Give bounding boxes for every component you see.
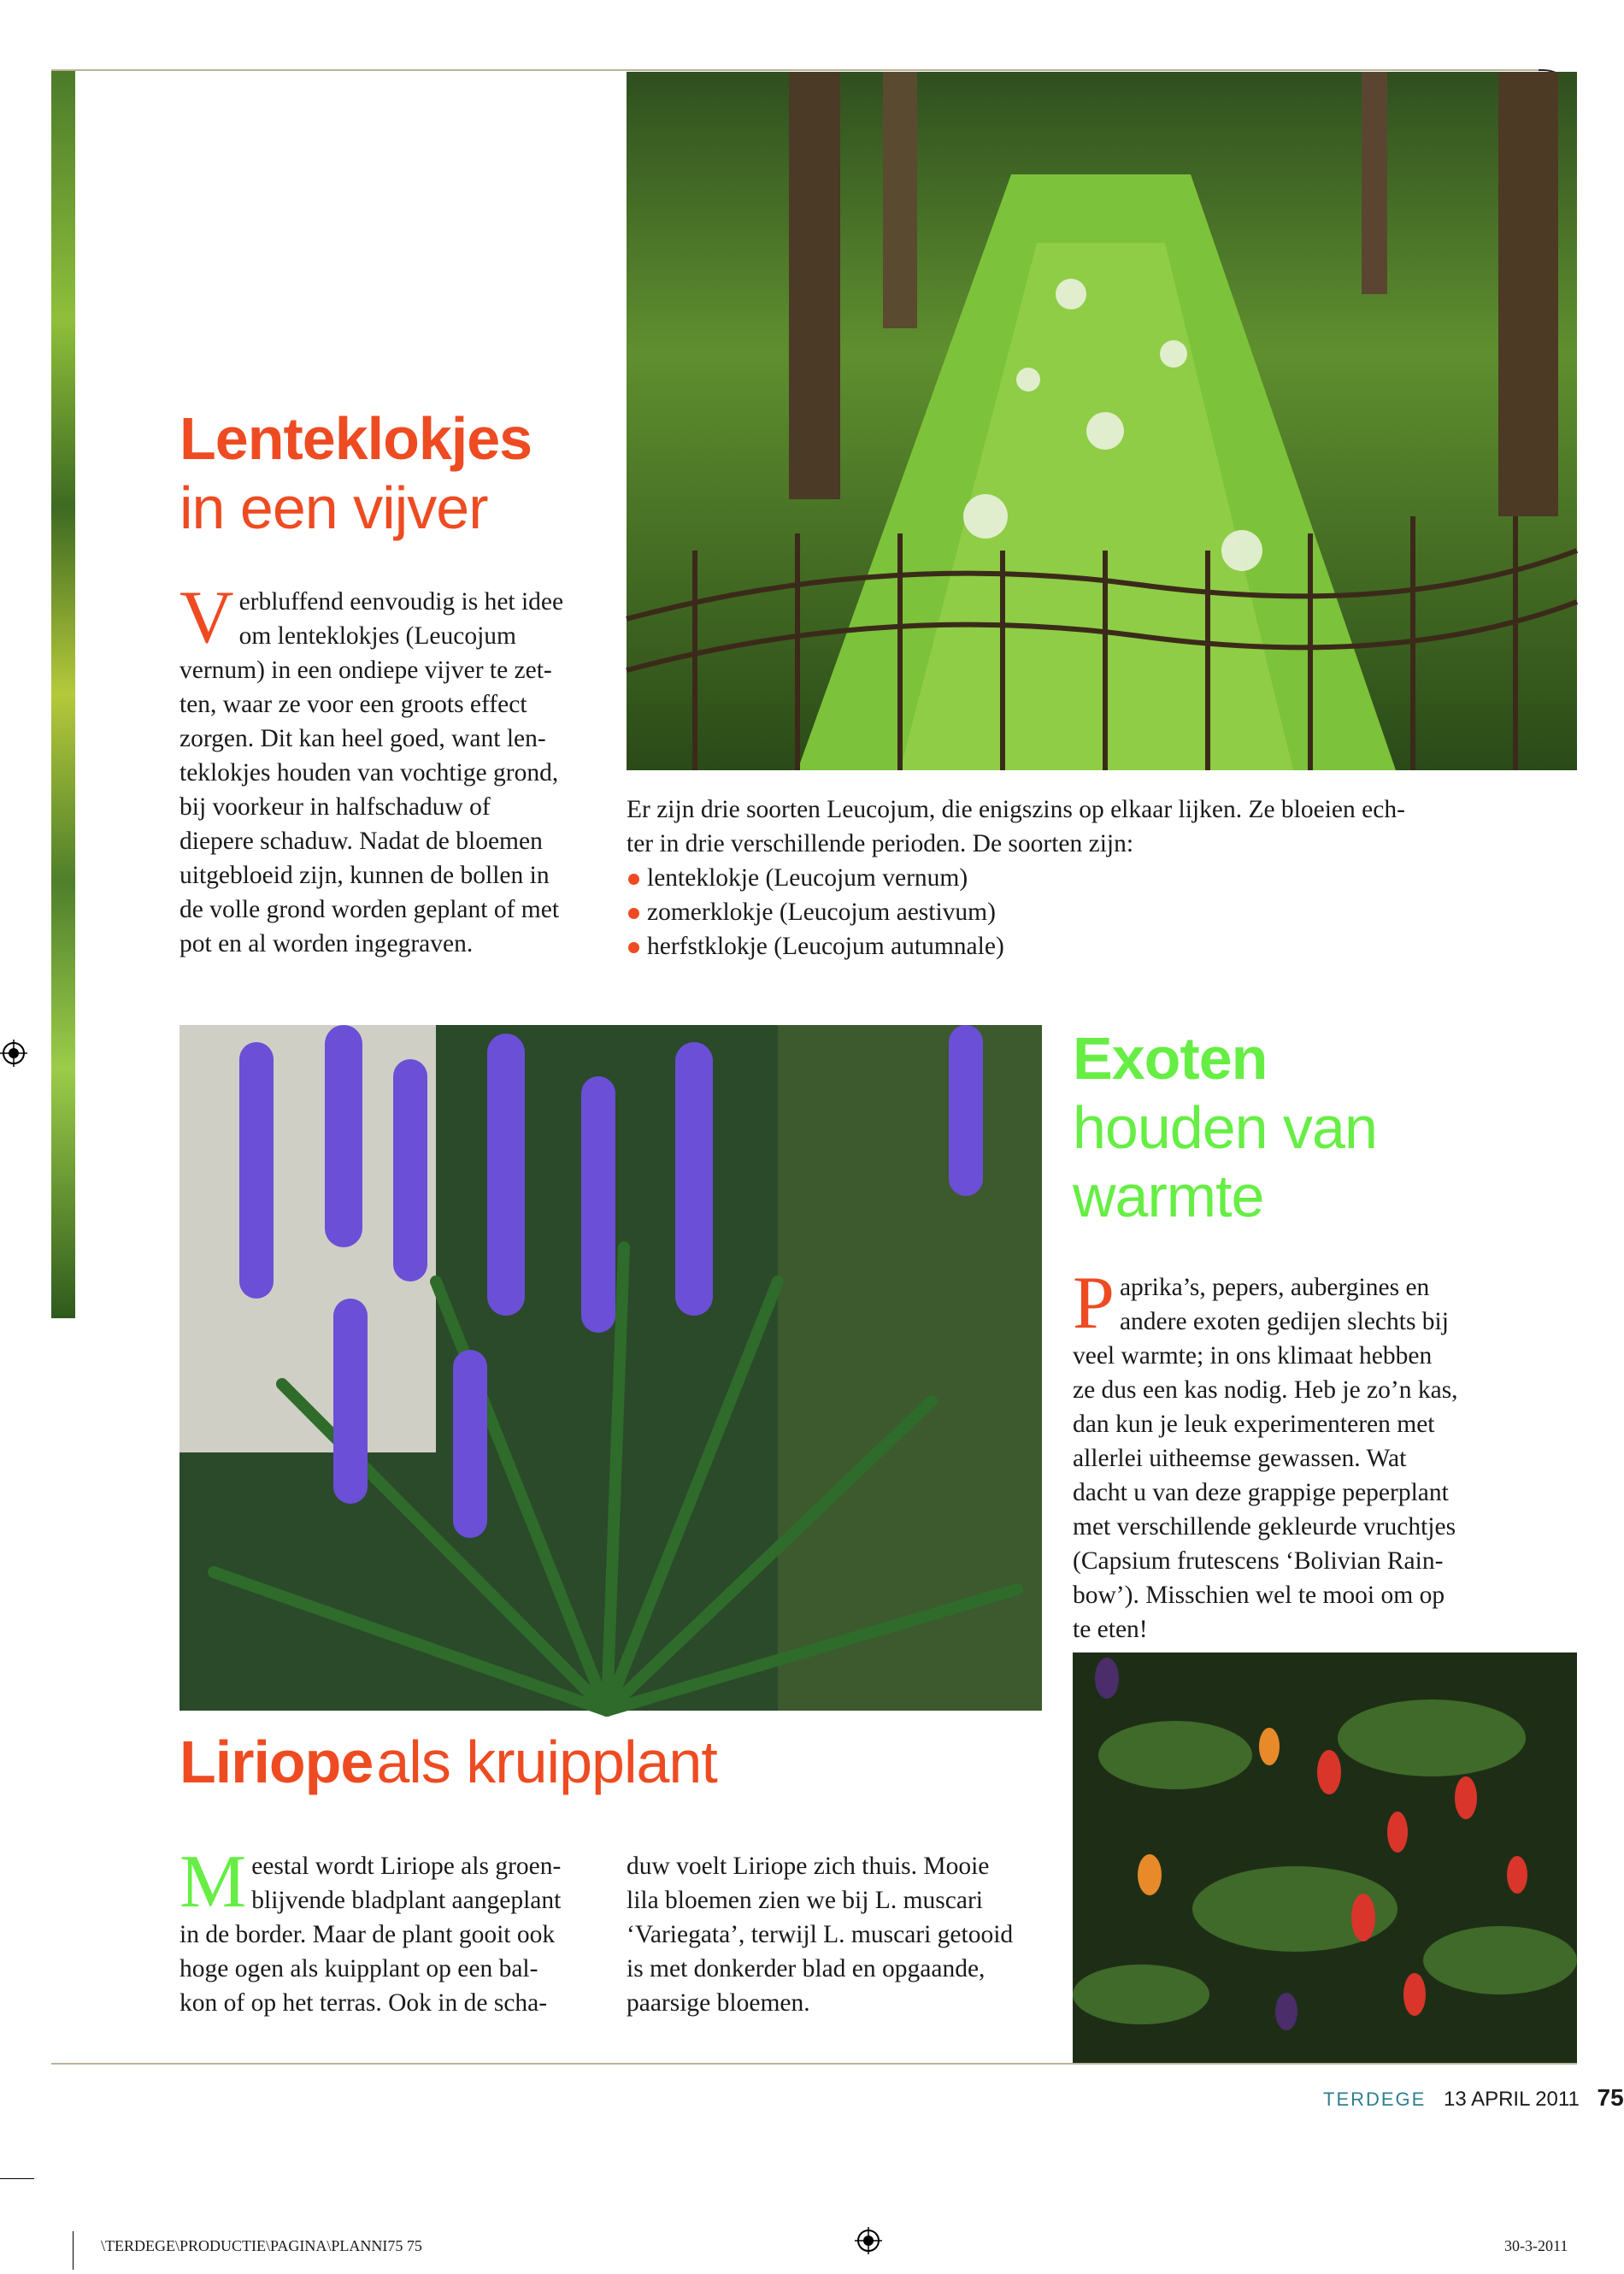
list-item: zomerklokje (Leucojum aestivum) (627, 895, 1567, 929)
section1-line: vernum) in een ondiepe vijver te zet- (179, 657, 552, 684)
section2-title-bold: Exoten (1073, 1025, 1268, 1092)
list-item: lenteklokje (Leucojum vernum) (627, 861, 1567, 895)
registration-mark-icon (0, 1040, 27, 1067)
section2-line: te eten! (1073, 1616, 1148, 1643)
section1-title-bold: Lenteklokjes (179, 405, 533, 472)
registration-mark-icon (855, 2227, 882, 2254)
section1-line: zorgen. Dit kan heel goed, want len- (179, 725, 546, 752)
caption-line: Er zijn drie soorten Leucojum, die enigszins op elkaar lijken. Ze bloeien ech- (627, 796, 1405, 823)
list-item: herfstklokje (Leucojum autumnale) (627, 929, 1567, 963)
leucojum-list (627, 861, 1567, 963)
section3-col1 (179, 1841, 603, 2020)
section3-title (179, 1729, 717, 1795)
crop-mark (73, 2231, 74, 2270)
section2-line: veel warmte; in ons klimaat hebben (1073, 1342, 1433, 1370)
crop-mark (0, 2178, 34, 2179)
section2-line: allerlei uitheemse gewassen. Wat (1073, 1445, 1407, 1472)
liriope-photo (179, 1025, 1042, 1711)
print-slug-date: 30-3-2011 (1504, 2237, 1568, 2254)
section3-dropcap: M (179, 1841, 247, 1923)
section1-line: uitgebloeid zijn, kunnen de bollen in (179, 862, 550, 889)
section1-line: ten, waar ze voor een groots effect (179, 691, 527, 718)
section3-line: ‘Variegata’, terwijl L. muscari getooid (627, 1921, 1014, 1948)
section3-col2 (627, 1849, 1054, 2020)
pepper-plant-photo (1073, 1652, 1577, 2065)
section3-title-light: als kruipplant (376, 1729, 717, 1795)
section1-title-light: in een vijver (179, 474, 488, 541)
magazine-name: TERDEGE (1323, 2088, 1427, 2110)
section3-line: blijvende bladplant aangeplant (251, 1887, 562, 1914)
bottom-rule (51, 2063, 1577, 2065)
section3-line: eestal wordt Liriope als groen- (251, 1853, 562, 1880)
section3-line: kon of op het terras. Ook in de scha- (179, 1989, 548, 2017)
section3-line: in de border. Maar de plant gooit ook (179, 1921, 556, 1948)
section2-line: (Capsium frutescens ‘Bolivian Rain- (1073, 1547, 1444, 1575)
section2-line: dan kun je leuk experimenteren met (1073, 1411, 1435, 1438)
section2-line: met verschillende gekleurde vruchtjes (1073, 1513, 1456, 1541)
print-slug-path: \TERDEGE\PRODUCTIE\PAGINA\PLANNI75 75 (101, 2237, 422, 2254)
section1-body (179, 576, 603, 961)
section1-dropcap: V (179, 576, 234, 659)
section2-title-light-1: houden van (1073, 1094, 1377, 1161)
page-footer (1323, 2084, 1624, 2112)
section3-line: paarsige bloemen. (627, 1989, 810, 2017)
pond-caption (627, 792, 1567, 963)
section3-line: lila bloemen zien we bij L. muscari (627, 1887, 983, 1914)
section3-line: is met donkerder blad en opgaande, (627, 1955, 986, 1982)
section1-line: teklokjes houden van vochtige grond, (179, 759, 559, 786)
section1-line: diepere schaduw. Nadat de bloemen (179, 828, 543, 855)
section1-line: pot en al worden ingegraven. (179, 930, 474, 957)
top-rule (51, 69, 1539, 71)
section1-line: erbluffend eenvoudig is het idee (238, 588, 564, 616)
section2-line: andere exoten gedijen slechts bij (1119, 1308, 1449, 1335)
caption-line: ter in drie verschillende perioden. De soorten zijn: (627, 830, 1134, 857)
section3-line: duw voelt Liriope zich thuis. Mooie (627, 1853, 990, 1880)
issue-date: 13 APRIL 2011 (1444, 2088, 1580, 2111)
pond-photo (627, 72, 1577, 770)
section2-dropcap: P (1073, 1262, 1115, 1345)
section2-line: dacht u van deze grappige peperplant (1073, 1479, 1449, 1506)
section3-title-bold: Liriope (179, 1729, 374, 1795)
section3-line: hoge ogen als kuipplant op een bal- (179, 1955, 538, 1982)
section1-line: de volle grond worden geplant of met (179, 896, 560, 923)
section2-line: ze dus een kas nodig. Heb je zo’n kas, (1073, 1376, 1458, 1404)
section2-body (1073, 1262, 1551, 1647)
decorative-photo-strip (51, 70, 75, 1318)
section2-line: bow’). Misschien wel te mooi om op (1073, 1582, 1445, 1609)
section2-line: aprika’s, pepers, aubergines en (1119, 1274, 1430, 1301)
section1-line: om lenteklokjes (Leucojum (238, 622, 516, 650)
page-number: 75 (1597, 2084, 1624, 2111)
section2-title-light-2: warmte (1073, 1163, 1264, 1229)
section1-line: bij voorkeur in halfschaduw of (179, 793, 491, 821)
